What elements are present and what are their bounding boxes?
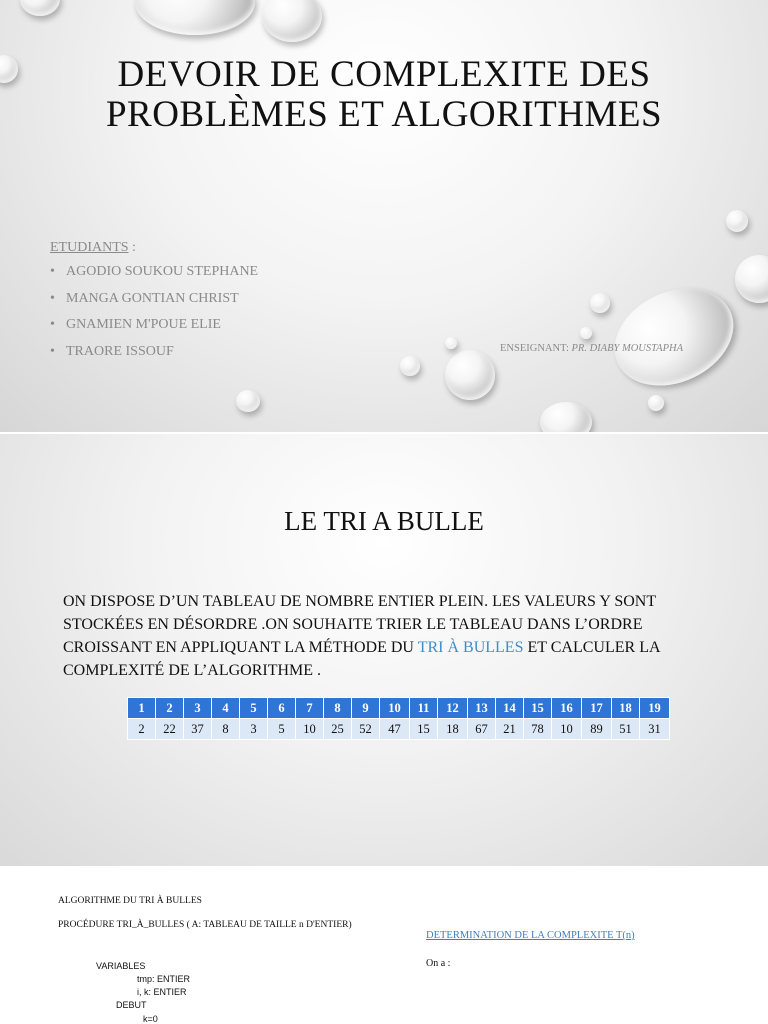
array-index-cell: 18 [612, 698, 640, 719]
student-item: • MANGA GONTIAN CHRIST [66, 291, 258, 307]
array-index-cell: 5 [240, 698, 268, 719]
array-index-cell: 13 [468, 698, 496, 719]
array-index-cell: 3 [184, 698, 212, 719]
variables-keyword: VARIABLES [96, 961, 146, 971]
students-heading-line [50, 240, 258, 256]
array-index-cell: 9 [352, 698, 380, 719]
water-drop-decoration [726, 210, 748, 232]
bubble-sort-highlight: TRI À BULLES [417, 639, 524, 656]
water-drop-decoration [20, 0, 60, 16]
array-values-row [128, 719, 670, 740]
teacher-name: PR. DIABY MOUSTAPHA [571, 343, 684, 354]
problem-text-part2: ET CALCULER LA COMPLEXITÉ DE L’ALGORITHME . [63, 639, 660, 679]
array-index-cell: 17 [582, 698, 612, 719]
slide-bubble-sort [0, 434, 768, 866]
array-table [127, 697, 670, 740]
array-value-cell: 18 [438, 719, 468, 740]
array-value-cell: 10 [552, 719, 582, 740]
student-item: • GNAMIEN M'POUE ELIE [66, 317, 258, 333]
problem-text-part1: ON DISPOSE D’UN TABLEAU DE NOMBRE ENTIER PLEIN. LES VALEURS Y SONT STOCKÉES EN DÉSORDRE .ON SOUHAITE TRIER LE TABLEAU DANS L’ORDRE CROISSANT EN APPLIQUANT LA MÉTHODE DU [63, 593, 656, 656]
array-index-cell: 11 [410, 698, 438, 719]
water-drop-decoration [590, 293, 610, 313]
array-value-cell: 2 [128, 719, 156, 740]
slide-algorithm [0, 866, 768, 1024]
array-index-cell: 19 [640, 698, 670, 719]
water-drop-decoration [400, 356, 420, 376]
water-drop-decoration [580, 327, 592, 339]
array-value-cell: 25 [324, 719, 352, 740]
students-heading-colon: : [128, 240, 136, 255]
problem-statement [63, 590, 713, 682]
array-index-row [128, 698, 670, 719]
array-value-cell: 89 [582, 719, 612, 740]
array-index-cell: 15 [524, 698, 552, 719]
water-drop-decoration [262, 0, 322, 42]
array-index-cell: 16 [552, 698, 582, 719]
array-index-cell: 7 [296, 698, 324, 719]
on-a-text: On a : [426, 958, 451, 969]
water-drop-decoration [135, 0, 255, 35]
array-value-cell: 3 [240, 719, 268, 740]
students-block [50, 240, 258, 370]
water-drop-decoration [445, 337, 457, 349]
array-value-cell: 8 [212, 719, 240, 740]
array-index-cell: 8 [324, 698, 352, 719]
teacher-line [500, 343, 683, 354]
array-value-cell: 22 [156, 719, 184, 740]
array-value-cell: 67 [468, 719, 496, 740]
array-value-cell: 51 [612, 719, 640, 740]
water-drop-decoration [599, 270, 749, 404]
water-drop-decoration [648, 395, 664, 411]
slide-2-title: LE TRI A BULLE [284, 506, 484, 536]
water-drop-decoration [735, 255, 768, 303]
array-value-cell: 37 [184, 719, 212, 740]
array-index-cell: 2 [156, 698, 184, 719]
water-drop-decoration [236, 390, 260, 412]
array-value-cell: 78 [524, 719, 552, 740]
debut-keyword: DEBUT [116, 1000, 147, 1010]
complexity-heading: DETERMINATION DE LA COMPLEXITE T(n) [426, 930, 635, 941]
array-index-cell: 1 [128, 698, 156, 719]
procedure-signature: PROCÉDURE TRI_À_BULLES ( A: TABLEAU DE TAILLE n D'ENTIER) [58, 920, 352, 930]
students-heading: ETUDIANTS [50, 240, 129, 255]
array-index-cell: 10 [380, 698, 410, 719]
array-value-cell: 47 [380, 719, 410, 740]
water-drop-decoration [0, 55, 18, 83]
teacher-label: ENSEIGNANT: [500, 343, 572, 354]
students-list [50, 264, 258, 360]
algorithm-title: ALGORITHME DU TRI À BULLES [58, 896, 202, 906]
array-value-cell: 5 [268, 719, 296, 740]
array-value-cell: 52 [352, 719, 380, 740]
k-init: k=0 [143, 1014, 158, 1024]
slide-title-text: DEVOIR DE COMPLEXITE DES PROBLÈMES ET ALGORITHMES [105, 54, 663, 135]
student-item: • AGODIO SOUKOU STEPHANE [66, 264, 258, 280]
array-value-cell: 10 [296, 719, 324, 740]
water-drop-decoration [540, 402, 592, 432]
student-item: • TRAORE ISSOUF [66, 344, 258, 360]
array-value-cell: 31 [640, 719, 670, 740]
variable-tmp: tmp: ENTIER [137, 974, 191, 984]
array-index-cell: 6 [268, 698, 296, 719]
array-value-cell: 21 [496, 719, 524, 740]
slide-title [0, 0, 768, 432]
array-index-cell: 4 [212, 698, 240, 719]
array-index-cell: 14 [496, 698, 524, 719]
array-index-cell: 12 [438, 698, 468, 719]
water-drop-decoration [445, 350, 495, 400]
variable-i-k: i, k: ENTIER [137, 987, 187, 997]
array-value-cell: 15 [410, 719, 438, 740]
